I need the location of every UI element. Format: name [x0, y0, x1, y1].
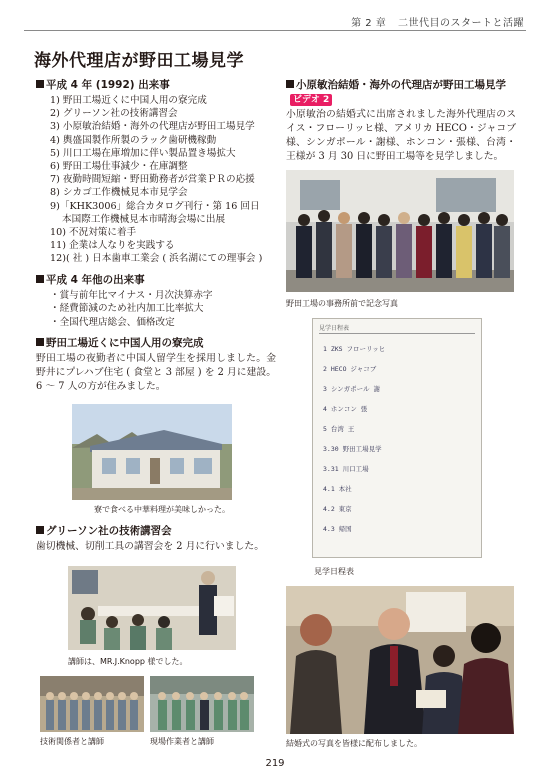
square-bullet-icon [286, 80, 294, 88]
right-column [286, 78, 516, 164]
left-column [36, 78, 276, 394]
list-item: 7) 夜勤時間短縮・野田勤務者が営業ＰＲの応援 [50, 174, 255, 186]
video-badge: ビデオ 2 [290, 94, 332, 106]
dorm-caption: 寮で食べる中華料理が美味しかった。 [94, 505, 230, 514]
workers-caption: 現場作業者と講師 [150, 737, 214, 746]
wedding-text: 小原敏治の結婚式に出席されました海外代理店のスイス・フローリッヒ様、アメリカ HECO・ジャコブ様、シンガポール・謝様、ホンコン・張様、台湾・王様が 3 月 30 日に野田工場等を見学しました。 [286, 109, 516, 162]
list-item: ・経費節減のため社内加工比率拡大 [50, 303, 204, 315]
schedule-rows [323, 339, 475, 539]
chapter-header [351, 14, 524, 29]
square-bullet-icon [36, 526, 44, 534]
list-item: 10) 不況対策に着手 [50, 227, 137, 239]
other-events-list [36, 289, 276, 330]
gleason-title: グリーソン社の技術講習会 [36, 524, 276, 538]
page-title: 海外代理店が野田工場見学 [34, 51, 244, 71]
list-item: 11) 企業は人なりを実践する [50, 240, 175, 252]
gleason-section [36, 524, 276, 554]
square-bullet-icon [36, 338, 44, 346]
divider [319, 333, 475, 334]
chapter-title: 二世代目のスタートと活躍 [398, 18, 524, 29]
other-events-title: 平成 4 年他の出来事 [36, 273, 276, 287]
square-bullet-icon [36, 80, 44, 88]
list-item: 9)「KHK3006」総合カタログ刊行・第 16 回日 [50, 200, 260, 212]
list-item: 5) 川口工場在庫増加に伴い製品置き場拡大 [50, 147, 236, 159]
schedule-row: 4.3 帰国 [323, 525, 352, 533]
schedule-row: 4 ホンコン 張 [323, 405, 368, 413]
events-1992-title: 平成 4 年 (1992) 出来事 [36, 78, 276, 92]
schedule-row: 2 HECO ジャコブ [323, 365, 377, 373]
page-number: 219 [265, 758, 285, 769]
events-1992-list [36, 94, 276, 266]
group-photo-caption: 野田工場の事務所前で記念写真 [286, 299, 398, 308]
list-item: 3) 小原敏治結婚・海外の代理店が野田工場見学 [50, 121, 255, 133]
engineers-photo [40, 676, 144, 732]
list-item: 6) 野田工場仕事減少・在庫調整 [50, 161, 188, 173]
schedule-row: 4.1 本社 [323, 485, 352, 493]
schedule-row: 4.2 東京 [323, 505, 352, 513]
dorm-photo [72, 404, 232, 500]
list-item: 本国際工作機械見本市晴海会場に出展 [62, 213, 226, 225]
schedule-row: 5 台湾 王 [323, 425, 355, 433]
workers-photo [150, 676, 254, 732]
engineers-caption: 技術関係者と講師 [40, 737, 104, 746]
schedule-row: 1 ZKS フローリッヒ [323, 345, 386, 353]
list-item: 12)( 社 ) 日本歯車工業会 ( 浜名湖にての理事会 ) [50, 253, 263, 265]
dorm-title: 野田工場近くに中国人用の寮完成 [36, 336, 276, 350]
dorm-text: 野田工場の夜勤者に中国人留学生を採用しました。金野井にプレハブ住宅 ( 食堂と 3 部屋 ) を 2 月に建設。6 ～ 7 人の方が住みました。 [36, 353, 276, 393]
schedule-sheet-header: 見学日程表 [319, 325, 350, 332]
chapter-number: 第 2 章 [351, 18, 387, 29]
list-item: 2) グリーソン社の技術講習会 [50, 108, 178, 120]
group-photo [286, 170, 514, 292]
schedule-caption: 見学日程表 [314, 567, 354, 576]
wedding-caption: 結婚式の写真を皆様に配布しました。 [286, 739, 422, 748]
header-rule [24, 30, 526, 31]
lecture-caption: 講師は、MR.J.Knopp 様でした。 [68, 657, 188, 666]
square-bullet-icon [36, 275, 44, 283]
wedding-title: 小原敏治結婚・海外の代理店が野田工場見学ビデオ 2 [286, 78, 516, 106]
schedule-row: 3.31 川口工場 [323, 465, 369, 473]
list-item: 4) 輿盛国製作所製のラック歯研機稼動 [50, 134, 217, 146]
gleason-text: 歯切機械、切削工具の講習会を 2 月に行いました。 [36, 541, 264, 552]
schedule-row: 3 シンガポール 謝 [323, 385, 380, 393]
schedule-sheet [312, 318, 482, 558]
schedule-row: 3.30 野田工場見学 [323, 445, 382, 453]
lecture-photo [68, 566, 236, 650]
list-item: ・賞与前年比マイナス・月次決算赤字 [50, 289, 213, 301]
list-item: ・全国代理店総会、価格改定 [50, 316, 175, 328]
wedding-photo [286, 586, 514, 734]
list-item: 8) シカゴ工作機械見本市見学会 [50, 187, 188, 199]
list-item: 1) 野田工場近くに中国人用の寮完成 [50, 95, 207, 106]
